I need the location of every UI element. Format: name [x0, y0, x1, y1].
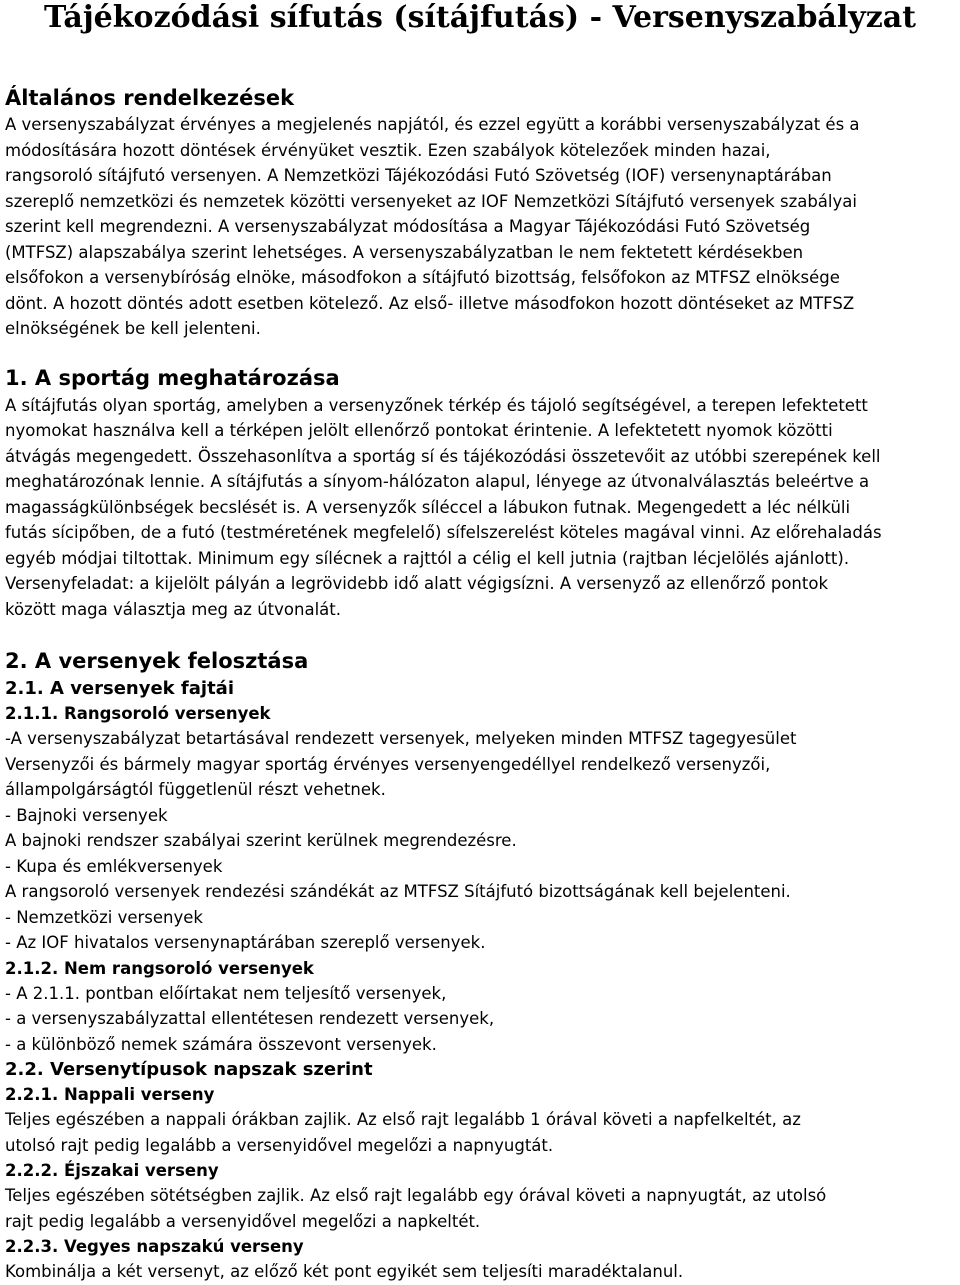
section-2-2-3-heading: 2.2.3. Vegyes napszakú verseny — [5, 1237, 304, 1256]
text-line: - Az IOF hivatalos versenynaptárában szereplő versenyek. — [5, 933, 486, 952]
section-2-2-1-heading: 2.2.1. Nappali verseny — [5, 1085, 215, 1104]
text-line: - A 2.1.1. pontban előírtakat nem teljesítő versenyek, — [5, 983, 447, 1003]
text-line: Kombinálja a két versenyt, az előző két pont egyikét sem teljesíti maradéktalanul. — [5, 1262, 684, 1281]
text-line: futás sícipőben, de a futó (testméretének megfelelő) sífelszerelést köteles magával vinni. Az előrehaladás — [5, 523, 882, 542]
text-line: rajt pedig legalább a versenyidővel megelőzi a napkeltét. — [5, 1211, 481, 1231]
text-line: magasságkülönbségek becslését is. A versenyzők síléccel a lábukon futnak. Megengedett a léc nélküli — [5, 497, 851, 517]
general-provisions-body — [5, 112, 955, 342]
document-page — [5, 0, 955, 1285]
section-2-1-heading: 2.1. A versenyek fajtái — [5, 678, 234, 699]
section-2-2-3-body — [5, 1259, 955, 1285]
section-2-2-2-body — [5, 1183, 955, 1234]
text-line: szereplő nemzetközi és nemzetek közötti versenyeket az IOF Nemzetközi Sítájfutó versenyek szabályai — [5, 191, 857, 211]
section-2-2-heading: 2.2. Versenytípusok napszak szerint — [5, 1059, 373, 1080]
document-title: Tájékozódási sífutás (sítájfutás) - Versenyszabályzat — [43, 0, 917, 35]
text-line: utolsó rajt pedig legalább a versenyidővel megelőzi a napnyugtát. — [5, 1135, 554, 1155]
section-2-1-1-heading: 2.1.1. Rangsoroló versenyek — [5, 704, 271, 723]
text-line: elsőfokon a versenybíróság elnöke, másodfokon a sítájfutó bizottság, felsőfokon az MTFSZ elnöksége — [5, 268, 840, 287]
text-line: módosítására hozott döntések érvényüket vesztik. Ezen szabályok kötelezőek minden hazai, — [5, 140, 771, 160]
text-line: - Bajnoki versenyek — [5, 805, 168, 825]
text-line: (MTFSZ) alapszabálya szerint lehetséges. A versenyszabályzatban le nem fektetett kérdésekben — [5, 242, 804, 262]
text-line: - Kupa és emlékversenyek — [5, 856, 223, 876]
text-line: Teljes egészében sötétségben zajlik. Az első rajt legalább egy órával követi a napnyugtát, az utolsó — [5, 1186, 827, 1205]
text-line: A bajnoki rendszer szabályai szerint kerülnek megrendezésre. — [5, 831, 517, 850]
text-line: Versenyfeladat: a kijelölt pályán a legrövidebb idő alatt végigsízni. A versenyző az ellenőrző pontok — [5, 574, 829, 593]
section-2-heading: 2. A versenyek felosztása — [5, 649, 309, 673]
text-line: között maga választja meg az útvonalát. — [5, 599, 341, 619]
text-line: A versenyszabályzat érvényes a megjelenés napjától, és ezzel együtt a korábbi versenyszabályzat és a — [5, 115, 860, 134]
section-2-1-2-body — [5, 981, 955, 1058]
text-line: - Nemzetközi versenyek — [5, 907, 203, 927]
text-line: Versenyzői és bármely magyar sportág érvényes versenyengedéllyel rendelkező versenyzői, — [5, 754, 771, 774]
text-line: meghatározónak lennie. A sítájfutás a sínyom-hálózaton alapul, lényege az útvonalválasztás beleértve a — [5, 472, 870, 491]
section-2-1-1-body — [5, 726, 955, 956]
text-line: -A versenyszabályzat betartásával rendezett versenyek, melyeken minden MTFSZ tagegyesület — [5, 729, 797, 748]
text-line: A rangsoroló versenyek rendezési szándékát az MTFSZ Sítájfutó bizottságának kell bejelenteni. — [5, 882, 791, 901]
general-provisions-heading: Általános rendelkezések — [5, 86, 295, 110]
text-line: dönt. A hozott döntés adott esetben kötelező. Az első- illetve másodfokon hozott döntéseket az MTFSZ — [5, 293, 855, 313]
text-line: szerint kell megrendezni. A versenyszabályzat módosítása a Magyar Tájékozódási Futó Szövetség — [5, 217, 811, 236]
section-2-2-1-body — [5, 1107, 955, 1158]
text-line: Teljes egészében a nappali órákban zajlik. Az első rajt legalább 1 órával követi a napfelkeltét, az — [5, 1110, 801, 1129]
text-line: állampolgárságtól függetlenül részt vehetnek. — [5, 780, 386, 799]
text-line: nyomokat használva kell a térképen jelölt ellenőrző pontokat érintenie. A lefektetett nyomok közötti — [5, 421, 833, 440]
text-line: - a versenyszabályzattal ellentétesen rendezett versenyek, — [5, 1009, 495, 1028]
section-2-2-2-heading: 2.2.2. Éjszakai verseny — [5, 1161, 219, 1180]
text-line: - a különböző nemek számára összevont versenyek. — [5, 1034, 437, 1054]
text-line: A sítájfutás olyan sportág, amelyben a versenyzőnek térkép és tájoló segítségével, a terepen lefektetett — [5, 395, 868, 415]
text-line: egyéb módjai tiltottak. Minimum egy sílécnek a rajttól a célig el kell jutnia (rajtban lécjelölés ajánlott). — [5, 548, 850, 568]
text-line: rangsoroló sítájfutó versenyen. A Nemzetközi Tájékozódási Futó Szövetség (IOF) versenynaptárában — [5, 166, 832, 185]
text-line: átvágás megengedett. Összehasonlítva a sportág sí és tájékozódási összetevőit az utóbbi szerepének kell — [5, 446, 881, 466]
section-2-1-2-heading: 2.1.2. Nem rangsoroló versenyek — [5, 958, 314, 978]
text-line: elnökségének be kell jelenteni. — [5, 319, 261, 338]
section-1-heading: 1. A sportág meghatározása — [5, 365, 340, 390]
section-1-body — [5, 393, 955, 623]
